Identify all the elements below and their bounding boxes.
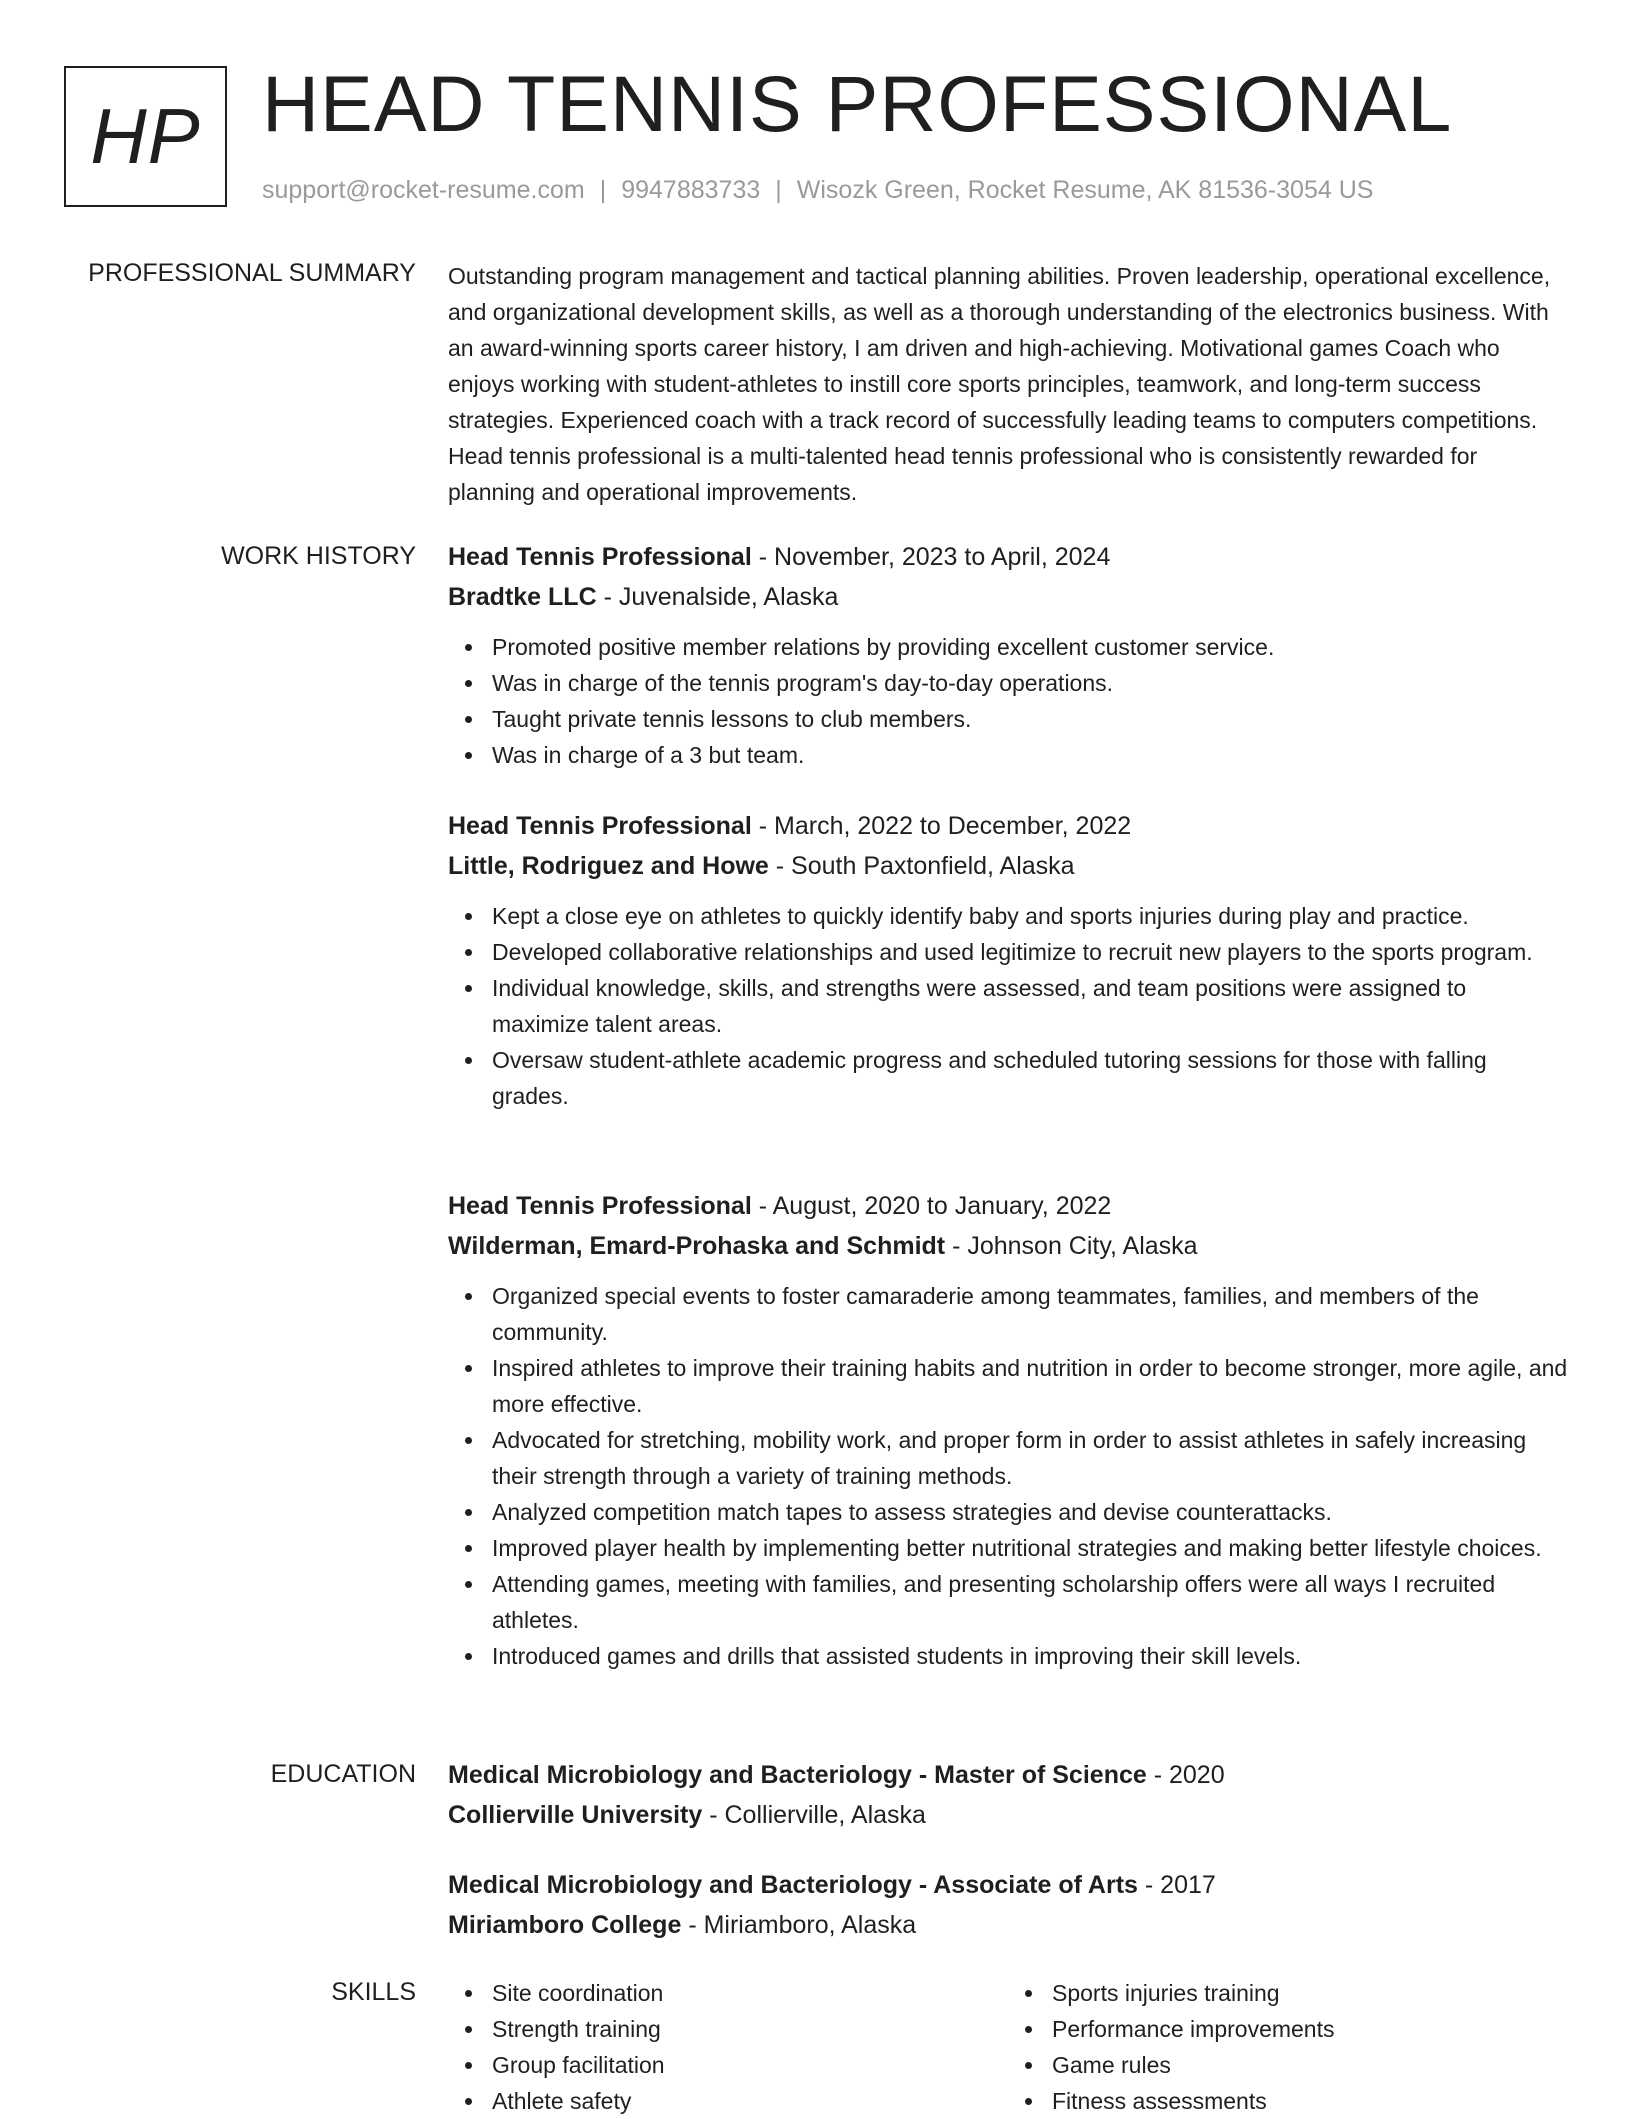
job-entry	[448, 537, 1568, 773]
job-dates: - November, 2023 to April, 2024	[751, 543, 1111, 571]
section-label-work-history: WORK HISTORY	[221, 542, 416, 570]
contact-email[interactable]: support@rocket-resume.com	[262, 176, 585, 204]
job-title: Head Tennis Professional	[448, 543, 752, 571]
degree-name: Medical Microbiology and Bacteriology - Associate of Arts	[448, 1871, 1138, 1899]
job-title: Head Tennis Professional	[448, 812, 752, 840]
job-bullets	[448, 898, 1568, 1114]
job-dates: - March, 2022 to December, 2022	[751, 812, 1132, 840]
degree-year: - 2017	[1137, 1871, 1216, 1899]
job-bullet: Taught private tennis lessons to club members.	[492, 701, 1568, 737]
job-dates: - August, 2020 to January, 2022	[751, 1192, 1112, 1220]
contact-address: Wisozk Green, Rocket Resume, AK 81536-3054 US	[796, 176, 1374, 204]
section-label-skills: SKILLS	[331, 1978, 416, 2006]
summary-text: Outstanding program management and tactical planning abilities. Proven leadership, operational excellence, and organizational development skills, as well as a thorough understanding of the electronics business. With an award-winning sports career history, I am driven and high-achieving. Motivational games Coach who enjoys working with student-athletes to instill core sports principles, teamwork, and long-term success strategies. Experienced coach with a track record of successfully leading teams to computers competitions. Head tennis professional is a multi-talented head tennis professional who is consistently rewarded for planning and operational improvements.	[448, 263, 1551, 505]
degree-line	[448, 1865, 1568, 1905]
education-entry	[448, 1865, 1568, 1945]
job-bullets	[448, 1278, 1568, 1674]
job-title-line	[448, 537, 1568, 577]
school-location: - Miriamboro, Alaska	[681, 1911, 917, 1939]
job-bullet: Introduced games and drills that assisted students in improving their skill levels.	[492, 1638, 1568, 1674]
section-label-education: EDUCATION	[270, 1760, 416, 1788]
job-entry	[448, 1186, 1568, 1674]
job-title-line	[448, 1186, 1568, 1226]
skill-item: Performance improvements	[1052, 2011, 1568, 2047]
contact-line	[262, 175, 1373, 205]
school-name: Miriamboro College	[448, 1911, 682, 1939]
job-bullet: Was in charge of the tennis program's day-to-day operations.	[492, 665, 1568, 701]
job-bullet: Oversaw student-athlete academic progress and scheduled tutoring sessions for those with falling grades.	[492, 1042, 1568, 1114]
job-bullet: Attending games, meeting with families, and presenting scholarship offers were all ways I recruited athletes.	[492, 1566, 1568, 1638]
contact-separator: |	[599, 176, 607, 204]
skill-item: Strength training	[492, 2011, 1008, 2047]
job-title: Head Tennis Professional	[448, 1192, 752, 1220]
job-bullet: Developed collaborative relationships and used legitimize to recruit new players to the sports program.	[492, 934, 1568, 970]
skill-item: Site coordination	[492, 1975, 1008, 2011]
job-company: Wilderman, Emard-Prohaska and Schmidt	[448, 1232, 946, 1260]
skill-item: Fitness assessments	[1052, 2083, 1568, 2119]
job-company: Little, Rodriguez and Howe	[448, 852, 769, 880]
contact-phone[interactable]: 9947883733	[621, 176, 761, 204]
job-company: Bradtke LLC	[448, 583, 597, 611]
job-company-line	[448, 846, 1568, 886]
degree-name: Medical Microbiology and Bacteriology - Master of Science	[448, 1761, 1147, 1789]
skills-list	[448, 1975, 1568, 2119]
job-bullet: Analyzed competition match tapes to assess strategies and devise counterattacks.	[492, 1494, 1568, 1530]
school-line	[448, 1905, 1568, 1945]
job-bullet: Individual knowledge, skills, and strengths were assessed, and team positions were assigned to maximize talent areas.	[492, 970, 1568, 1042]
school-name: Collierville University	[448, 1801, 703, 1829]
job-location: - South Paxtonfield, Alaska	[768, 852, 1075, 880]
monogram-box	[64, 66, 227, 207]
resume-title: HEAD TENNIS PROFESSIONAL	[262, 59, 1453, 148]
degree-line	[448, 1755, 1568, 1795]
degree-year: - 2020	[1146, 1761, 1225, 1789]
job-bullet: Organized special events to foster camaraderie among teammates, families, and members of the community.	[492, 1278, 1568, 1350]
education-entry	[448, 1755, 1568, 1835]
job-location: - Juvenalside, Alaska	[596, 583, 839, 611]
skill-item: Game rules	[1052, 2047, 1568, 2083]
job-bullet: Kept a close eye on athletes to quickly identify baby and sports injuries during play and practice.	[492, 898, 1568, 934]
job-bullet: Inspired athletes to improve their training habits and nutrition in order to become stronger, more agile, and more effective.	[492, 1350, 1568, 1422]
job-bullet: Advocated for stretching, mobility work, and proper form in order to assist athletes in safely increasing their strength through a variety of training methods.	[492, 1422, 1568, 1494]
job-entry	[448, 806, 1568, 1114]
skill-item: Athlete safety	[492, 2083, 1008, 2119]
section-label-summary: PROFESSIONAL SUMMARY	[88, 259, 416, 287]
job-title-line	[448, 806, 1568, 846]
job-company-line	[448, 1226, 1568, 1266]
job-bullet: Was in charge of a 3 but team.	[492, 737, 1568, 773]
skill-item: Group facilitation	[492, 2047, 1008, 2083]
skills-column-right	[1008, 1975, 1568, 2119]
job-location: - Johnson City, Alaska	[945, 1232, 1198, 1260]
contact-separator: |	[775, 176, 782, 204]
school-location: - Collierville, Alaska	[702, 1801, 926, 1829]
monogram-initials: HP	[90, 92, 201, 180]
job-bullets	[448, 629, 1568, 773]
job-bullet: Promoted positive member relations by providing excellent customer service.	[492, 629, 1568, 665]
job-company-line	[448, 577, 1568, 617]
skills-column-left	[448, 1975, 1008, 2119]
job-bullet: Improved player health by implementing better nutritional strategies and making better lifestyle choices.	[492, 1530, 1568, 1566]
school-line	[448, 1795, 1568, 1835]
skill-item: Sports injuries training	[1052, 1975, 1568, 2011]
